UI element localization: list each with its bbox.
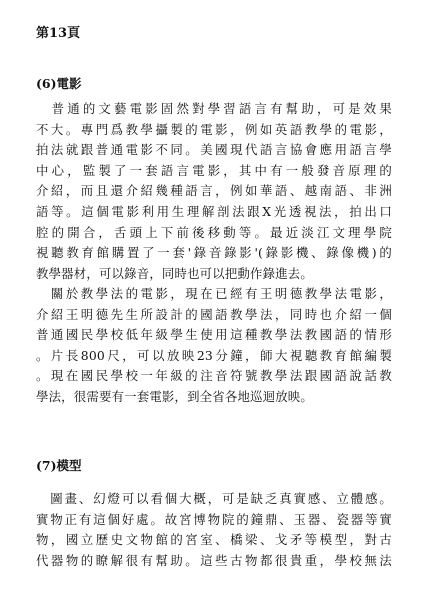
text-line: 腔的開合，舌頭上下前後移動等。最近淡江文理學院 [36,224,392,240]
paragraph-film-intro [36,99,392,284]
text-line: 介紹王明德先生所設計的國語教學法，同時也介紹一個 [36,306,392,322]
text-line: 物，國立歷史文物館的宮室、橋梁、戈矛等模型，對古 [36,532,392,548]
section-heading-film: (6)電影 [36,76,82,91]
text-line: 中心，監製了一套語言電影，其中有一般發音原理的 [36,162,392,178]
text-line: 關於教學法的電影，現在已經有王明德教學法電影， [36,286,392,301]
text-line: 教學器材，可以錄音，同時也可以把動作錄進去。 [36,265,313,281]
text-line: 。現在國民學校一年級的注音符號教學法跟國語說話教 [36,368,392,384]
text-line: 介紹，而且還介紹幾種語言，例如華語、越南語、非洲 [36,183,392,199]
paragraph-model [36,489,392,571]
text-line: 學法，很需要有一套電影，到全省各地巡迴放映。 [36,388,313,404]
text-line: 語等。這個電影利用生理解剖法跟X光透視法，拍出口 [36,203,392,219]
section-heading-model: (7)模型 [36,458,82,473]
text-line: 。片長800尺，可以放映23分鐘，師大視聽教育館編製 [36,347,392,363]
paragraph-film-teaching-method [36,284,392,408]
text-line: 視聽教育館購置了一套'錄音錄影'(錄影機、錄像機)的 [36,245,392,261]
text-line: 圖畫、幻燈可以看個大概，可是缺乏真實感、立體感。 [36,491,392,506]
text-line: 代器物的瞭解很有幫助。這些古物都很貴重，學校無法 [36,552,392,568]
text-line: 不大。專門爲教學攝製的電影，例如英語教學的電影， [36,121,392,137]
page-number: 第13頁 [36,26,81,41]
text-line: 普通的文藝電影固然對學習語言有幫助，可是效果 [36,101,392,116]
text-line: 普通國民學校低年級學生使用這種教學法教國語的情形 [36,327,392,343]
text-line: 實物正有這個好處。故宮博物院的鐘鼎、玉器、瓷器等實 [36,511,392,527]
text-line: 拍法就跟普通電影不同。美國現代語言協會應用語言學 [36,142,392,158]
